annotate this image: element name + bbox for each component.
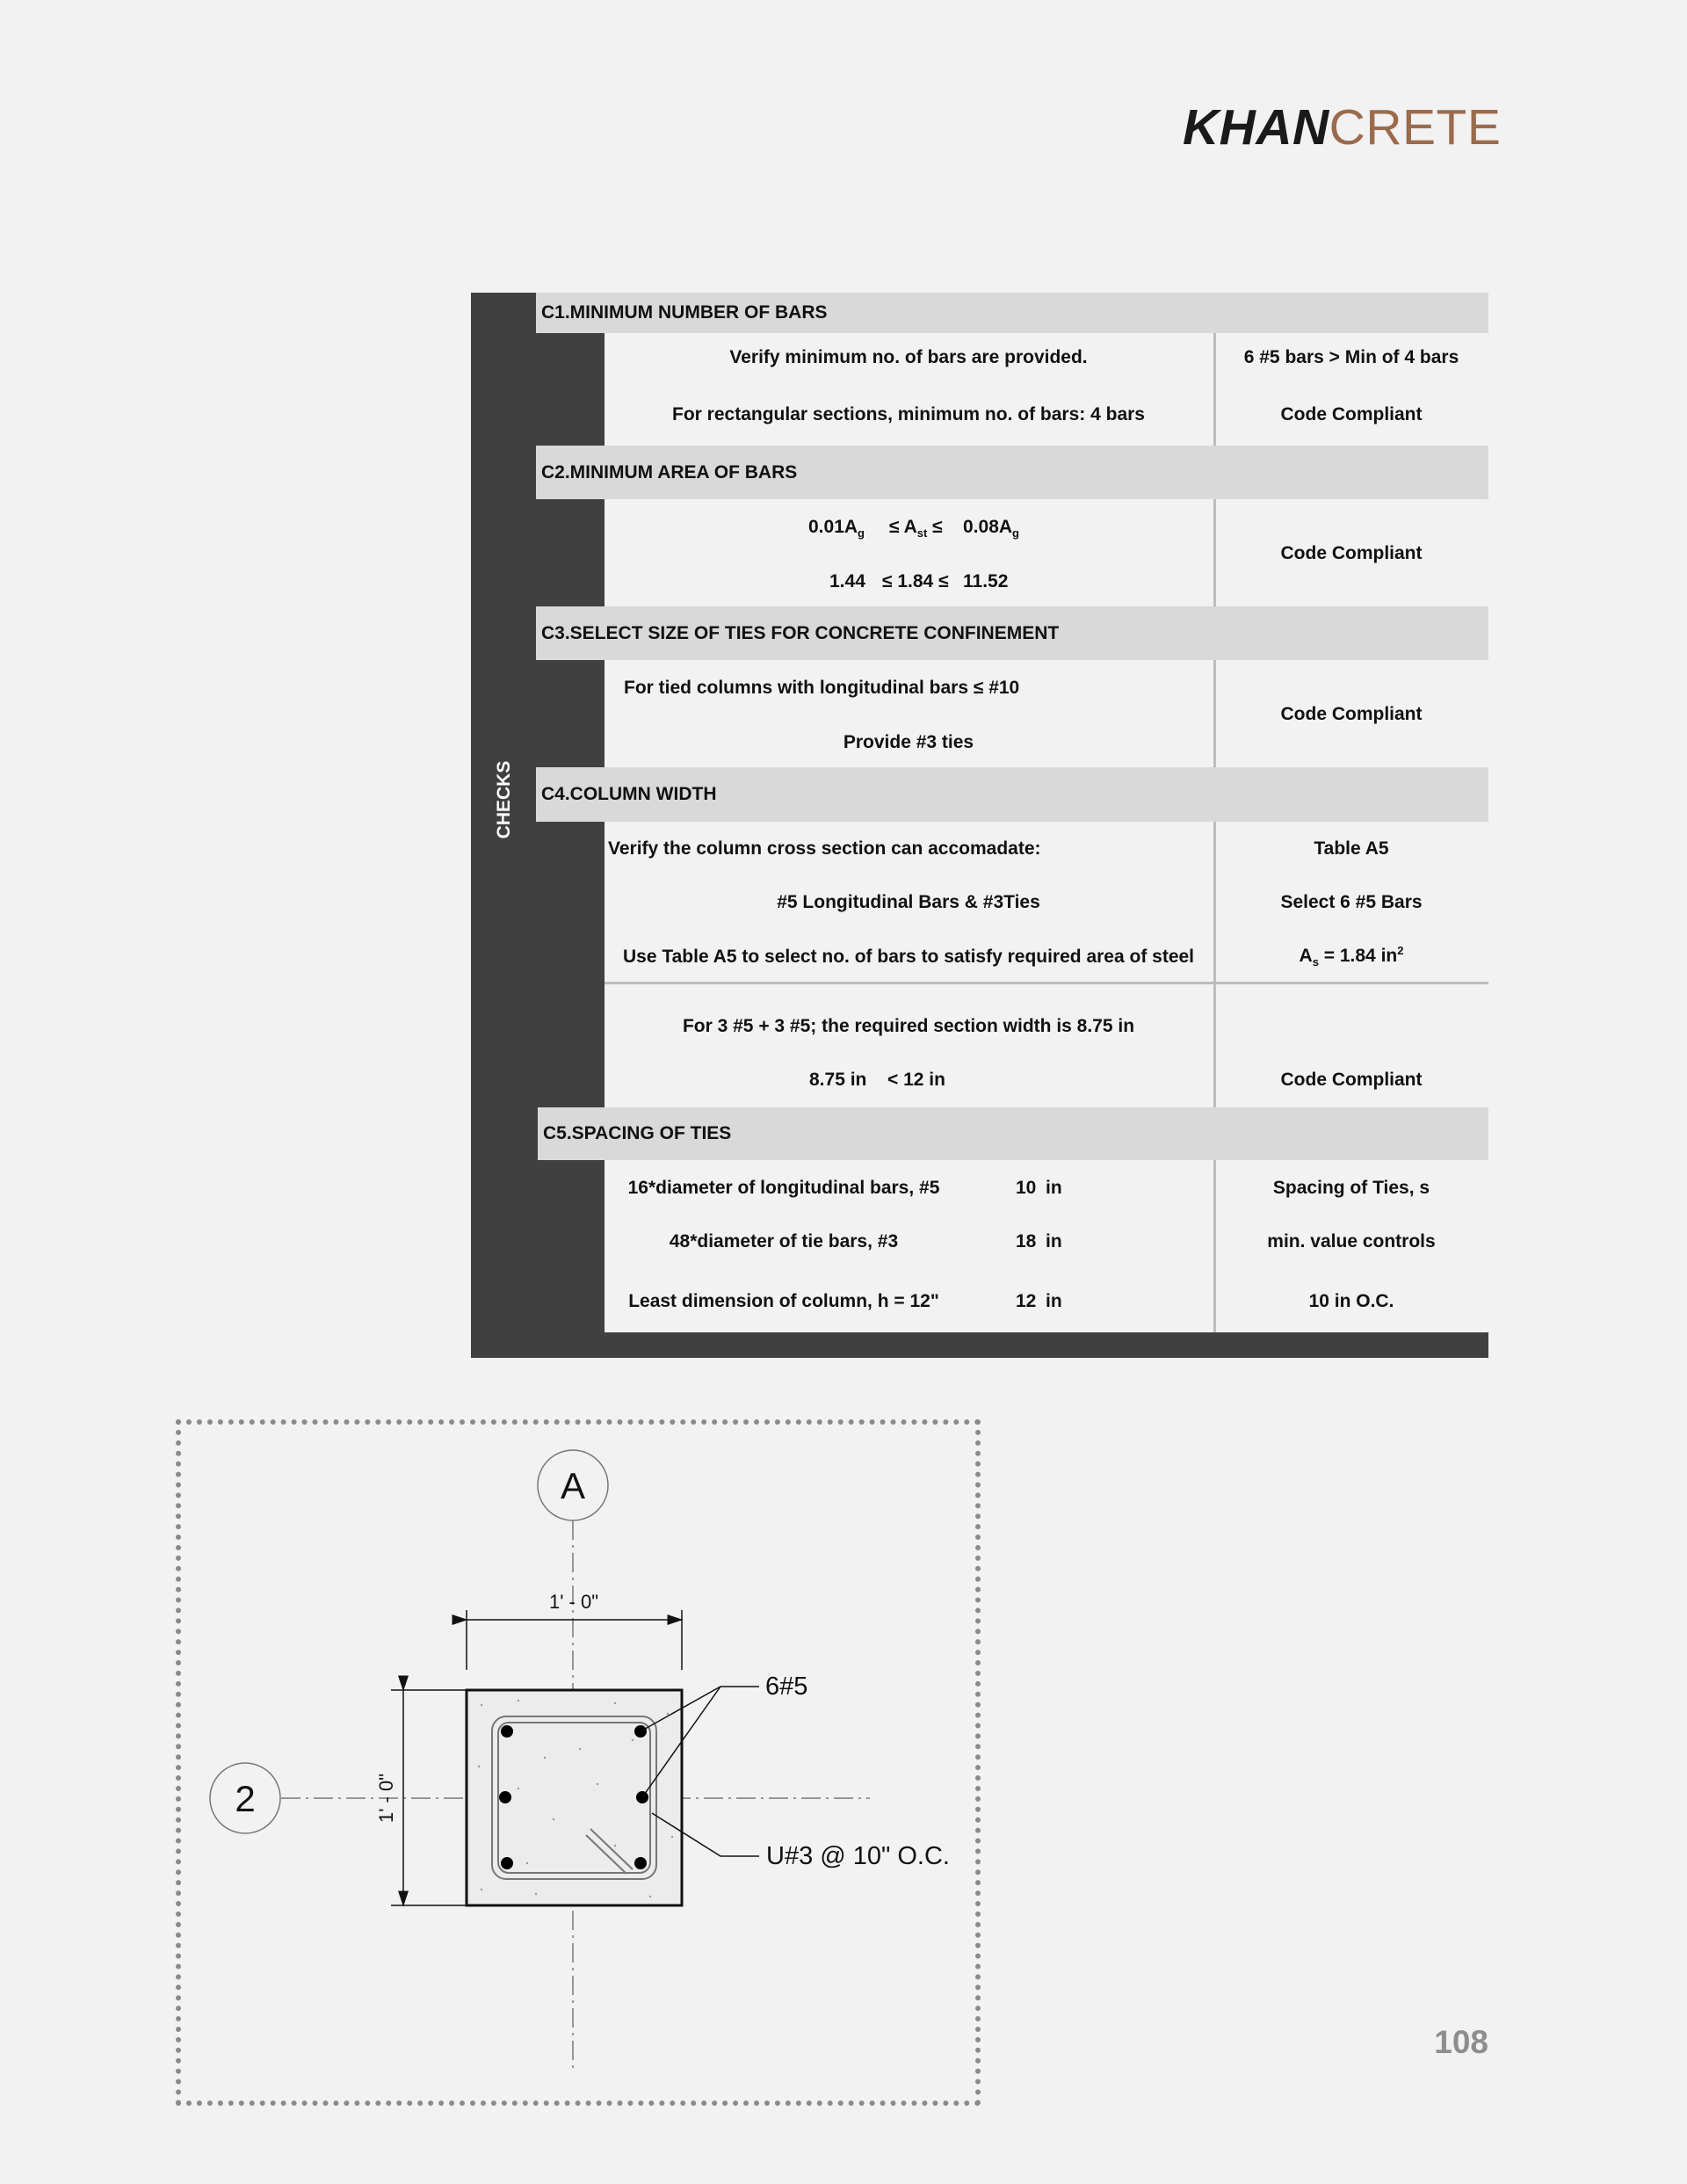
rebar-3 [499,1791,511,1803]
c5-row1-label: 16*diameter of longitudinal bars, #5 [627,1178,940,1198]
c2-mid: ≤ $A_{st}$ ≤ [889,517,943,541]
page-number: 108 [1434,2024,1488,2060]
dimension-width-label: 1' - 0" [548,1591,599,1613]
c3-left-line-1: For tied columns with longitudinal bars ≤ #10 [624,678,1020,698]
c4-header: C4.COLUMN WIDTH [536,767,1488,822]
rebar-1 [501,1725,513,1738]
grid-label-2: 2 [235,1778,256,1819]
c2-value-max: 11.52 [963,571,1009,591]
c4-compare-right: < 12 in [887,1070,945,1090]
brand-regular: CRETE [1329,99,1502,156]
c5-row3-unit: in [1046,1291,1062,1311]
c5-row2-value: 18 [1016,1231,1037,1252]
c4-result: Code Compliant [1280,1070,1423,1090]
c5-row3-right: 10 in O.C. [1308,1291,1394,1311]
c4-area-steel: $A_s = 1.84$ $in^2$ [1299,944,1404,969]
c5-row3-label: Least dimension of column, h = 12" [628,1291,939,1311]
c3-result: Code Compliant [1280,704,1423,724]
c1-left-line-2: For rectangular sections, minimum no. of bars: 4 bars [672,404,1145,424]
c5-row2-label: 48*diameter of tie bars, #3 [669,1231,899,1252]
c4-left-line-1: Verify the column cross section can accomadate: [608,838,1041,859]
c4-compare-left: 8.75 in [809,1070,867,1090]
c2-result: Code Compliant [1280,543,1423,563]
c5-row2-unit: in [1046,1231,1062,1252]
c2-lhs: $0.01A_g$ [808,517,865,541]
rebar-6 [634,1857,647,1869]
rebar-5 [501,1857,513,1869]
c2-rhs: $0.08A_g$ [963,517,1019,541]
c2-value-min: 1.44 [829,571,865,591]
c2-header: C2.MINIMUM AREA OF BARS [536,446,1488,499]
callout-ties: U#3 @ 10" O.C. [766,1842,950,1870]
c3-header: C3.SELECT SIZE OF TIES FOR CONCRETE CONFINEMENT [536,606,1488,660]
c4-left2-line-1: For 3 #5 + 3 #5; the required section width is 8.75 in [682,1016,1135,1036]
c4-left-line-3: Use Table A5 to select no. of bars to satisfy required area of steel [622,947,1195,967]
checks-side-label: CHECKS [494,760,514,839]
c2-value-ast: ≤ 1.84 ≤ [882,571,949,591]
c4-left-line-2: #5 Longitudinal Bars & #3Ties [777,892,1040,912]
c5-row1-unit: in [1046,1178,1062,1198]
c4-right-line-2: Select 6 #5 Bars [1280,892,1423,912]
dimension-height-label: 1' - 0" [375,1773,397,1824]
c4-right-line-1: Table A5 [1314,838,1389,859]
c5-row2-right: min. value controls [1267,1231,1436,1252]
brand-bold: KHAN [1183,99,1329,156]
callout-bars: 6#5 [765,1672,808,1701]
grid-label-a: A [560,1465,586,1506]
c5-row1-right: Spacing of Ties, s [1272,1178,1430,1198]
c5-row1-value: 10 [1016,1178,1037,1198]
c1-right-line-1: 6 #5 bars > Min of 4 bars [1243,347,1459,367]
c5-row3-value: 12 [1016,1291,1037,1311]
c5-header: C5.SPACING OF TIES [538,1107,1488,1160]
c3-left-line-2: Provide #3 ties [843,732,974,752]
c1-left-line-1: Verify minimum no. of bars are provided. [729,347,1088,367]
c1-header: C1.MINIMUM NUMBER OF BARS [536,293,1488,333]
c1-result: Code Compliant [1280,404,1423,424]
